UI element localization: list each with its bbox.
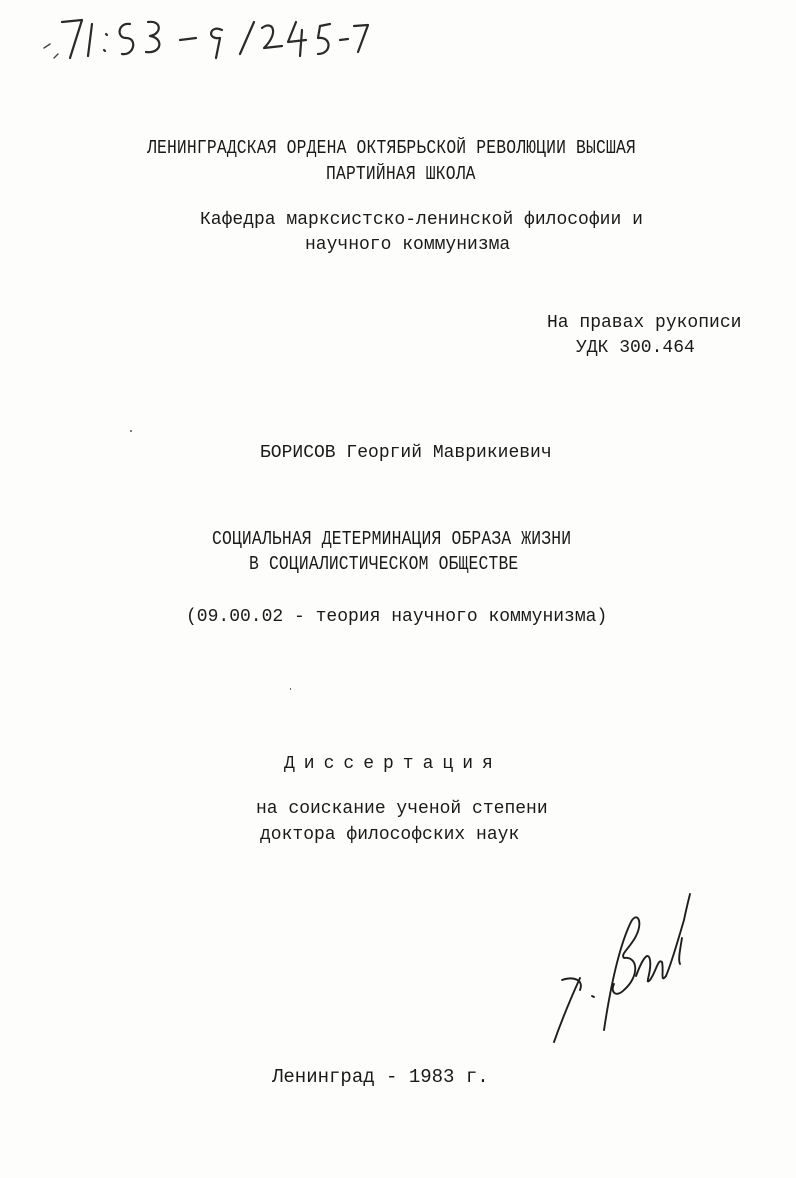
archive-mark-handwriting xyxy=(40,8,390,68)
department-line-2: научного коммунизма xyxy=(305,235,511,255)
author-name: БОРИСОВ Георгий Маврикиевич xyxy=(260,443,552,463)
degree-line-2: доктора философских наук xyxy=(260,825,520,845)
degree-line-1: на соискание ученой степени xyxy=(256,799,548,819)
specialty-code: (09.00.02 - теория научного коммунизма) xyxy=(186,607,608,627)
work-type: Диссертация xyxy=(284,754,502,774)
manuscript-rights: На правах рукописи xyxy=(547,313,742,333)
dissertation-title-line-2: В СОЦИАЛИСТИЧЕСКОМ ОБЩЕСТВЕ xyxy=(249,553,519,575)
page-speck xyxy=(290,688,291,690)
place-and-year: Ленинград - 1983 г. xyxy=(272,1066,489,1088)
page-speck xyxy=(130,430,132,432)
dissertation-title-line-1: СОЦИАЛЬНАЯ ДЕТЕРМИНАЦИЯ ОБРАЗА ЖИЗНИ xyxy=(212,528,572,550)
signature xyxy=(540,880,710,1050)
udk-code: УДК 300.464 xyxy=(576,338,695,358)
institution-line-1: ЛЕНИНГРАДСКАЯ ОРДЕНА ОКТЯБРЬСКОЙ РЕВОЛЮЦИИ ВЫСШАЯ xyxy=(147,137,636,159)
institution-line-2: ПАРТИЙНАЯ ШКОЛА xyxy=(326,163,476,185)
department-line-1: Кафедра марксистско-ленинской философии и xyxy=(200,210,643,230)
